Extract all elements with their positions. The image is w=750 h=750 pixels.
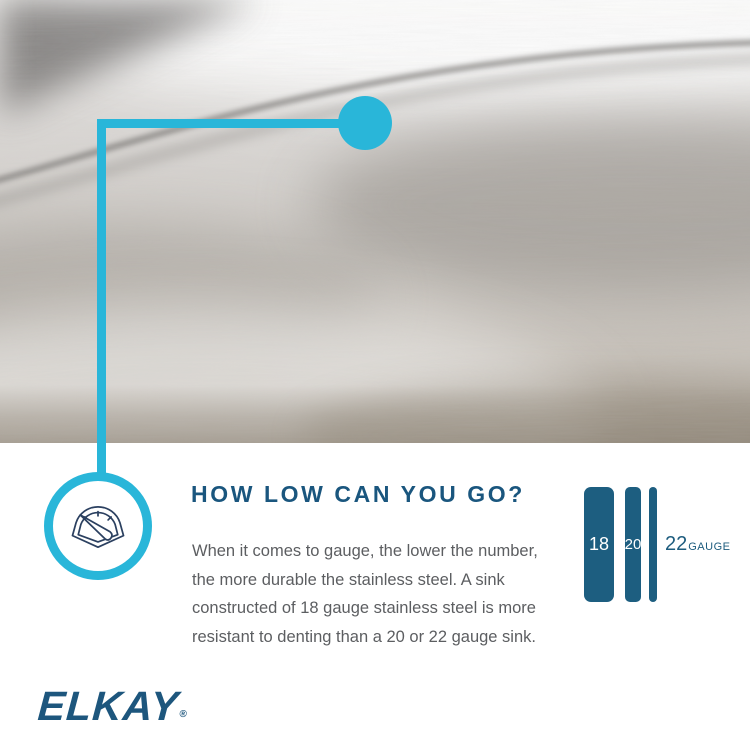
gauge-meter-icon: [67, 500, 129, 552]
callout-dot: [338, 96, 392, 150]
body-line-1: When it comes to gauge, the lower the number,: [192, 542, 538, 560]
gauge-side-label-unit: GAUGE: [688, 541, 731, 553]
callout-connector-vertical: [97, 119, 106, 477]
gauge-bar-22: [649, 487, 657, 602]
gauge-bar-20-label: 20: [624, 536, 642, 553]
gauge-bar-18-label: 18: [588, 534, 610, 554]
gauge-bar-18: [584, 487, 614, 602]
body-line-3: constructed of 18 gauge stainless steel is more: [192, 599, 536, 618]
gauge-bar-20: [625, 487, 641, 602]
body-line-4: resistant to denting than a 20 or 22 gauge sink.: [192, 627, 536, 646]
gauge-side-label: [665, 533, 730, 556]
body-line-2: the more durable the stainless steel. A sink: [192, 570, 505, 589]
callout-connector-horizontal: [97, 119, 345, 128]
headline: HOW LOW CAN YOU GO?: [191, 481, 525, 507]
registered-trademark-icon: ®: [178, 709, 188, 720]
gauge-icon-circle: [44, 472, 152, 580]
elkay-logo: [36, 683, 188, 730]
gauge-side-label-number: 22: [665, 533, 688, 555]
elkay-logo-text: ELKAY: [36, 683, 181, 729]
gauge-comparison-chart: [584, 487, 730, 602]
body-copy: [192, 537, 538, 651]
